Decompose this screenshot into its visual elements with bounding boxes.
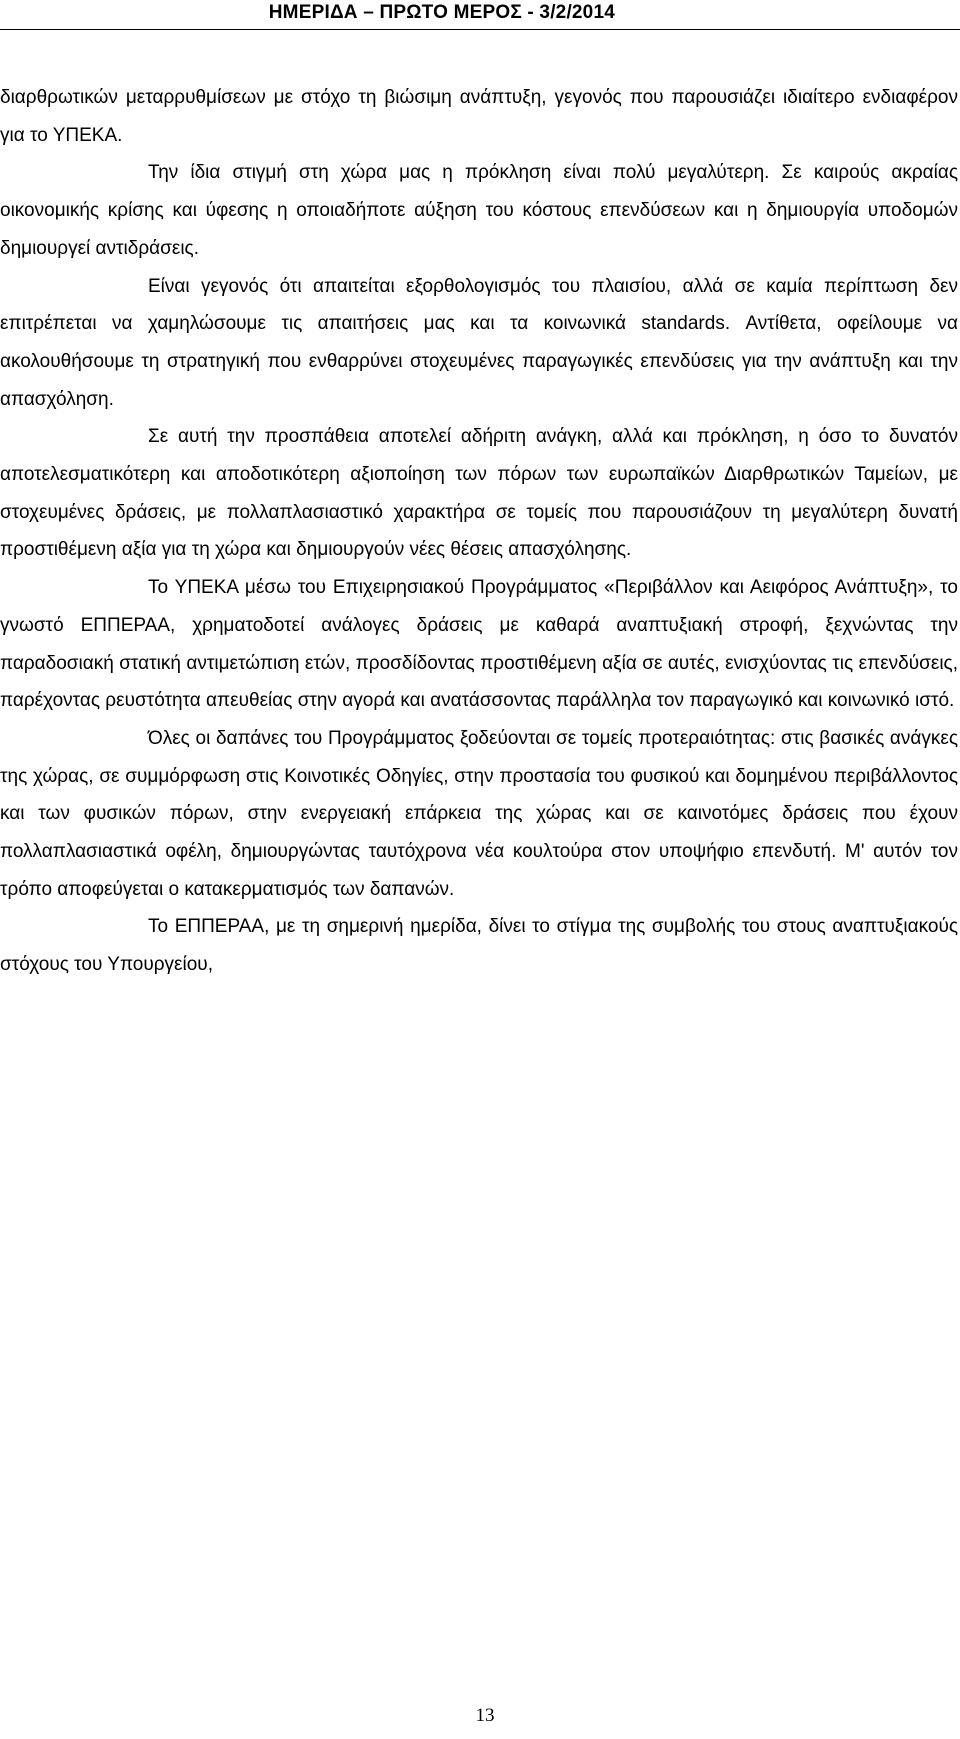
paragraph: Το ΥΠΕΚΑ μέσω του Επιχειρησιακού Προγράμματος «Περιβάλλον και Αειφόρος Ανάπτυξη», το γνωστό ΕΠΠΕΡΑΑ, χρηματοδοτεί ανάλογες δράσεις με καθαρά αναπτυξιακή στροφή, ξεχνώντας την παραδοσιακή στατική αντιμετώπιση ετών, προσδίδοντας προστιθέμενη αξία σε αυτές, ενισχύοντας τις επενδύσεις, παρέχοντας ρευστότητα απευθείας στην αγορά και ανατάσσοντας παράλληλα τον παραγωγικό και κοινωνικό ιστό. xyxy=(0,577,958,712)
paragraph: Είναι γεγονός ότι απαιτείται εξορθολογισμός του πλαισίου, αλλά σε καμία περίπτωση δεν επιτρέπεται να χαμηλώσουμε τις απαιτήσεις μας και τα κοινωνικά standards. Αντίθετα, οφείλουμε να ακολουθήσουμε τη στρατηγική που ενθαρρύνει στοχευμένες παραγωγικές επενδύσεις για την ανάπτυξη και την απασχόληση. xyxy=(0,275,958,410)
paragraph: Το ΕΠΠΕΡΑΑ, με τη σημερινή ημερίδα, δίνει το στίγμα της συμβολής του στους αναπτυξιακούς στόχους του Υπουργείου, xyxy=(0,916,958,976)
header-title: ΗΜΕΡΙΔΑ – ΠΡΩΤΟ ΜΕΡΟΣ - 3/2/2014 xyxy=(268,2,615,23)
page-header xyxy=(0,2,960,24)
page-number: 13 xyxy=(475,1705,495,1726)
paragraph: Την ίδια στιγμή στη χώρα μας η πρόκληση είναι πολύ μεγαλύτερη. Σε καιρούς ακραίας οικονομικής κρίσης και ύφεσης η οποιαδήποτε αύξηση του κόστους επενδύσεων και η δημιουργία υποδομών δημιουργεί αντιδράσεις. xyxy=(0,162,958,259)
document-body xyxy=(0,79,960,984)
paragraph-continuation: διαρθρωτικών μεταρρυθμίσεων με στόχο τη βιώσιμη ανάπτυξη, γεγονός που παρουσιάζει ιδιαίτερο ενδιαφέρον για το ΥΠΕΚΑ. xyxy=(0,87,958,146)
header-divider xyxy=(0,29,960,30)
paragraph: Όλες οι δαπάνες του Προγράμματος ξοδεύονται σε τομείς προτεραιότητας: στις βασικές ανάγκες της χώρας, σε συμμόρφωση στις Κοινοτικές Οδηγίες, στην προστασία του φυσικού και δομημένου περιβάλλοντος και των φυσικών πόρων, στην ενεργειακή επάρκεια της χώρας και σε καινοτόμες δράσεις που έχουν πολλαπλασιαστικά οφέλη, δημιουργώντας ταυτόχρονα νέα κουλτούρα στον υποψήφιο επενδυτή. Μ' αυτόν τον τρόπο αποφεύγεται ο κατακερματισμός των δαπανών. xyxy=(0,727,958,900)
paragraph: Σε αυτή την προσπάθεια αποτελεί αδήριτη ανάγκη, αλλά και πρόκληση, η όσο το δυνατόν αποτελεσματικότερη και αποδοτικότερη αξιοποίηση των πόρων των ευρωπαϊκών Διαρθρωτικών Ταμείων, με στοχευμένες δράσεις, με πολλαπλασιαστικό χαρακτήρα σε τομείς που παρουσιάζουν τη μεγαλύτερη δυνατή προστιθέμενη αξία για τη χώρα και δημιουργούν νέες θέσεις απασχόλησης. xyxy=(0,426,958,561)
